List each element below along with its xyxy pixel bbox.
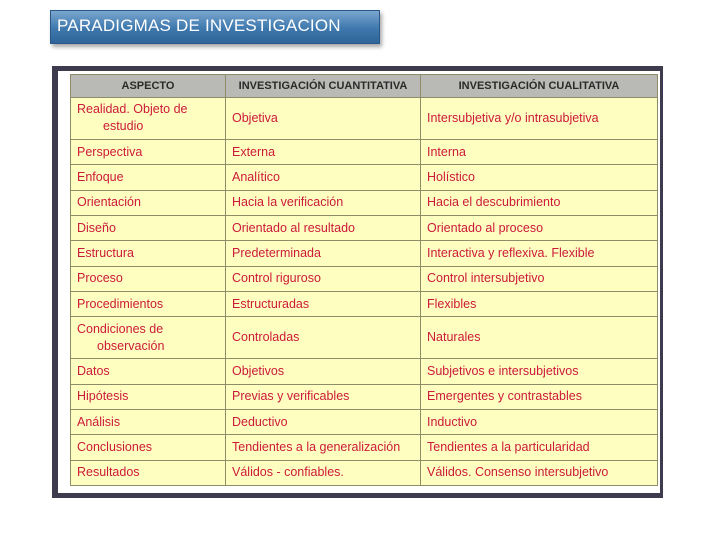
cell-cuantitativa: Control riguroso bbox=[226, 266, 421, 291]
table-row bbox=[71, 409, 658, 434]
table-row bbox=[71, 190, 658, 215]
cell-aspecto: Datos bbox=[71, 359, 226, 384]
header-cualitativa: INVESTIGACIÓN CUALITATIVA bbox=[421, 75, 658, 98]
cell-aspecto bbox=[71, 98, 226, 140]
cell-aspecto: Procedimientos bbox=[71, 291, 226, 316]
table-row bbox=[71, 317, 658, 359]
cell-aspecto: Diseño bbox=[71, 215, 226, 240]
cell-cuantitativa: Externa bbox=[226, 139, 421, 164]
paradigms-table bbox=[70, 74, 658, 486]
cell-aspecto: Enfoque bbox=[71, 165, 226, 190]
cell-cualitativa: Tendientes a la particularidad bbox=[421, 435, 658, 460]
cell-aspecto-line1: Condiciones de bbox=[77, 321, 164, 336]
cell-aspecto: Resultados bbox=[71, 460, 226, 485]
table-row bbox=[71, 359, 658, 384]
cell-cualitativa: Subjetivos e intersubjetivos bbox=[421, 359, 658, 384]
cell-aspecto: Conclusiones bbox=[71, 435, 226, 460]
cell-aspecto bbox=[71, 317, 226, 359]
cell-cuantitativa: Deductivo bbox=[226, 409, 421, 434]
cell-cualitativa: Holístico bbox=[421, 165, 658, 190]
cell-cuantitativa: Controladas bbox=[226, 317, 421, 359]
table-row bbox=[71, 165, 658, 190]
cell-aspecto-line2: observación bbox=[97, 338, 165, 353]
cell-cuantitativa: Previas y verificables bbox=[226, 384, 421, 409]
cell-cualitativa: Emergentes y contrastables bbox=[421, 384, 658, 409]
table-header-row bbox=[71, 75, 658, 98]
cell-cuantitativa: Tendientes a la generalización bbox=[226, 435, 421, 460]
cell-aspecto: Orientación bbox=[71, 190, 226, 215]
table-row bbox=[71, 460, 658, 485]
cell-cuantitativa: Analítico bbox=[226, 165, 421, 190]
table-row bbox=[71, 98, 658, 140]
cell-cualitativa: Válidos. Consenso intersubjetivo bbox=[421, 460, 658, 485]
cell-cuantitativa: Objetivos bbox=[226, 359, 421, 384]
cell-cualitativa: Inductivo bbox=[421, 409, 658, 434]
slide-title: PARADIGMAS DE INVESTIGACION bbox=[50, 10, 380, 44]
cell-cualitativa: Interna bbox=[421, 139, 658, 164]
cell-aspecto: Perspectiva bbox=[71, 139, 226, 164]
table-image-inner bbox=[58, 71, 660, 493]
cell-cuantitativa: Orientado al resultado bbox=[226, 215, 421, 240]
cell-aspecto: Hipótesis bbox=[71, 384, 226, 409]
cell-aspecto: Proceso bbox=[71, 266, 226, 291]
table-row bbox=[71, 139, 658, 164]
cell-aspecto: Estructura bbox=[71, 241, 226, 266]
cell-cualitativa: Control intersubjetivo bbox=[421, 266, 658, 291]
cell-aspecto-line1: Realidad. Objeto de bbox=[77, 102, 188, 117]
table-row bbox=[71, 215, 658, 240]
cell-aspecto: Análisis bbox=[71, 409, 226, 434]
cell-cuantitativa: Objetiva bbox=[226, 98, 421, 140]
table-row bbox=[71, 384, 658, 409]
table-row bbox=[71, 291, 658, 316]
cell-cualitativa: Interactiva y reflexiva. Flexible bbox=[421, 241, 658, 266]
table-image-frame bbox=[52, 66, 663, 498]
cell-cuantitativa: Predeterminada bbox=[226, 241, 421, 266]
table-row bbox=[71, 435, 658, 460]
cell-cuantitativa: Válidos - confiables. bbox=[226, 460, 421, 485]
cell-aspecto-line2: estudio bbox=[103, 119, 144, 134]
table-row bbox=[71, 241, 658, 266]
cell-cuantitativa: Hacia la verificación bbox=[226, 190, 421, 215]
table-row bbox=[71, 266, 658, 291]
cell-cualitativa: Orientado al proceso bbox=[421, 215, 658, 240]
header-aspecto: ASPECTO bbox=[71, 75, 226, 98]
cell-cualitativa: Naturales bbox=[421, 317, 658, 359]
cell-cualitativa: Flexibles bbox=[421, 291, 658, 316]
cell-cualitativa: Intersubjetiva y/o intrasubjetiva bbox=[421, 98, 658, 140]
header-cuantitativa: INVESTIGACIÓN CUANTITATIVA bbox=[226, 75, 421, 98]
cell-cualitativa: Hacia el descubrimiento bbox=[421, 190, 658, 215]
cell-cuantitativa: Estructuradas bbox=[226, 291, 421, 316]
